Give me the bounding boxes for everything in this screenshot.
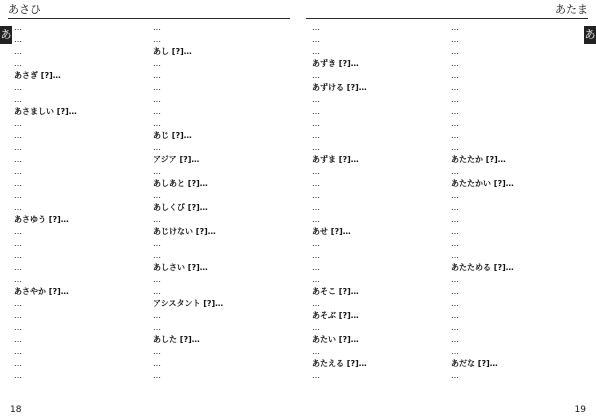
- right-guide-word: あたま: [555, 3, 588, 16]
- entry-line: あさゆう [?]…: [14, 215, 69, 224]
- entry-line: …: [153, 191, 161, 200]
- entry-line: …: [312, 167, 320, 176]
- entry-line: …: [14, 179, 22, 188]
- entry-line: …: [14, 143, 22, 152]
- entry-line: …: [14, 239, 22, 248]
- entry-line: …: [451, 299, 459, 308]
- entry-line: …: [153, 35, 161, 44]
- entry-line: …: [14, 119, 22, 128]
- entry-line: あした [?]…: [153, 335, 200, 344]
- entry-line: …: [153, 239, 161, 248]
- entry-line: …: [14, 227, 22, 236]
- entry-line: …: [14, 131, 22, 140]
- entry-line: あさましい [?]…: [14, 107, 77, 116]
- entry-line: …: [451, 167, 459, 176]
- entry-line: …: [14, 59, 22, 68]
- entry-line: …: [14, 371, 22, 380]
- entry-line: …: [451, 47, 459, 56]
- entry-line: …: [312, 35, 320, 44]
- entry-line: …: [153, 323, 161, 332]
- left-guide-word: あさひ: [8, 3, 41, 16]
- right-page-header: [306, 2, 588, 19]
- entry-line: …: [153, 167, 161, 176]
- entry-line: …: [451, 227, 459, 236]
- entry-line: …: [14, 335, 22, 344]
- entry-line: …: [14, 347, 22, 356]
- entry-line: あたためる [?]…: [451, 263, 514, 272]
- entry-line: …: [153, 371, 161, 380]
- entry-line: あたたか [?]…: [451, 155, 506, 164]
- entry-line: …: [451, 275, 459, 284]
- entry-line: …: [451, 71, 459, 80]
- entry-line: …: [153, 347, 161, 356]
- entry-line: …: [451, 371, 459, 380]
- entry-line: …: [312, 299, 320, 308]
- entry-line: あたえる [?]…: [312, 359, 367, 368]
- entry-line: …: [153, 95, 161, 104]
- right-column-2: [451, 22, 582, 400]
- right-page-tab: あ: [584, 26, 596, 44]
- entry-line: あだな [?]…: [451, 359, 498, 368]
- entry-line: あたたかい [?]…: [451, 179, 514, 188]
- entry-line: …: [312, 107, 320, 116]
- entry-line: …: [451, 203, 459, 212]
- entry-line: あせ [?]…: [312, 227, 351, 236]
- entry-line: …: [312, 131, 320, 140]
- entry-line: …: [312, 143, 320, 152]
- entry-line: …: [153, 275, 161, 284]
- entry-line: …: [312, 371, 320, 380]
- entry-line: …: [153, 287, 161, 296]
- entry-line: …: [451, 323, 459, 332]
- entry-line: …: [312, 215, 320, 224]
- entry-line: アジア [?]…: [153, 155, 200, 164]
- entry-line: …: [153, 215, 161, 224]
- entry-line: …: [153, 143, 161, 152]
- entry-line: …: [451, 131, 459, 140]
- left-page-header: [8, 2, 290, 19]
- entry-line: …: [153, 71, 161, 80]
- entry-line: …: [312, 191, 320, 200]
- right-page-number: 19: [574, 405, 586, 415]
- entry-line: …: [14, 299, 22, 308]
- entry-line: …: [312, 347, 320, 356]
- entry-line: …: [451, 311, 459, 320]
- right-page: [298, 0, 596, 420]
- entry-line: あずける [?]…: [312, 83, 367, 92]
- entry-line: …: [14, 311, 22, 320]
- entry-line: …: [451, 239, 459, 248]
- entry-line: …: [451, 107, 459, 116]
- entry-line: …: [153, 119, 161, 128]
- entry-line: …: [451, 215, 459, 224]
- entry-line: …: [153, 359, 161, 368]
- entry-line: …: [14, 263, 22, 272]
- entry-line: …: [14, 359, 22, 368]
- entry-line: …: [14, 203, 22, 212]
- left-column-2: [153, 22, 284, 400]
- entry-line: …: [14, 167, 22, 176]
- entry-line: …: [451, 23, 459, 32]
- entry-line: アシスタント [?]…: [153, 299, 224, 308]
- entry-line: …: [312, 251, 320, 260]
- entry-line: …: [451, 335, 459, 344]
- entry-line: あしくび [?]…: [153, 203, 208, 212]
- entry-line: …: [153, 311, 161, 320]
- right-column-1: [312, 22, 443, 400]
- entry-line: …: [312, 179, 320, 188]
- entry-line: …: [14, 47, 22, 56]
- entry-line: …: [153, 59, 161, 68]
- entry-line: …: [14, 155, 22, 164]
- entry-line: あしあと [?]…: [153, 179, 208, 188]
- entry-line: あしさい [?]…: [153, 263, 208, 272]
- entry-line: あじけない [?]…: [153, 227, 216, 236]
- entry-line: あそぶ [?]…: [312, 311, 359, 320]
- entry-line: …: [451, 59, 459, 68]
- entry-line: …: [312, 263, 320, 272]
- entry-line: …: [312, 95, 320, 104]
- left-column-1: [14, 22, 145, 400]
- entry-line: …: [451, 35, 459, 44]
- entry-line: …: [312, 239, 320, 248]
- left-page-columns: [14, 22, 284, 400]
- entry-line: …: [153, 23, 161, 32]
- entry-line: …: [451, 347, 459, 356]
- entry-line: あさやか [?]…: [14, 287, 69, 296]
- entry-line: …: [14, 191, 22, 200]
- entry-line: …: [312, 23, 320, 32]
- entry-line: …: [14, 275, 22, 284]
- left-page-tab: あ: [0, 26, 12, 44]
- entry-line: …: [451, 119, 459, 128]
- entry-line: …: [312, 71, 320, 80]
- entry-line: …: [312, 47, 320, 56]
- entry-line: …: [14, 83, 22, 92]
- left-page-number: 18: [10, 405, 22, 415]
- entry-line: …: [14, 323, 22, 332]
- entry-line: …: [153, 107, 161, 116]
- entry-line: …: [153, 83, 161, 92]
- entry-line: …: [451, 143, 459, 152]
- entry-line: …: [14, 95, 22, 104]
- entry-line: …: [451, 287, 459, 296]
- entry-line: …: [312, 275, 320, 284]
- entry-line: あじ [?]…: [153, 131, 192, 140]
- entry-line: あそこ [?]…: [312, 287, 359, 296]
- entry-line: …: [153, 251, 161, 260]
- entry-line: …: [312, 119, 320, 128]
- entry-line: …: [14, 23, 22, 32]
- entry-line: あし [?]…: [153, 47, 192, 56]
- entry-line: あたい [?]…: [312, 335, 359, 344]
- entry-line: …: [451, 251, 459, 260]
- entry-line: …: [451, 83, 459, 92]
- entry-line: …: [312, 203, 320, 212]
- entry-line: あさぎ [?]…: [14, 71, 61, 80]
- entry-line: …: [312, 323, 320, 332]
- entry-line: あずま [?]…: [312, 155, 359, 164]
- entry-line: あずき [?]…: [312, 59, 359, 68]
- entry-line: …: [451, 95, 459, 104]
- right-page-columns: [312, 22, 582, 400]
- entry-line: …: [14, 35, 22, 44]
- entry-line: …: [451, 191, 459, 200]
- entry-line: …: [14, 251, 22, 260]
